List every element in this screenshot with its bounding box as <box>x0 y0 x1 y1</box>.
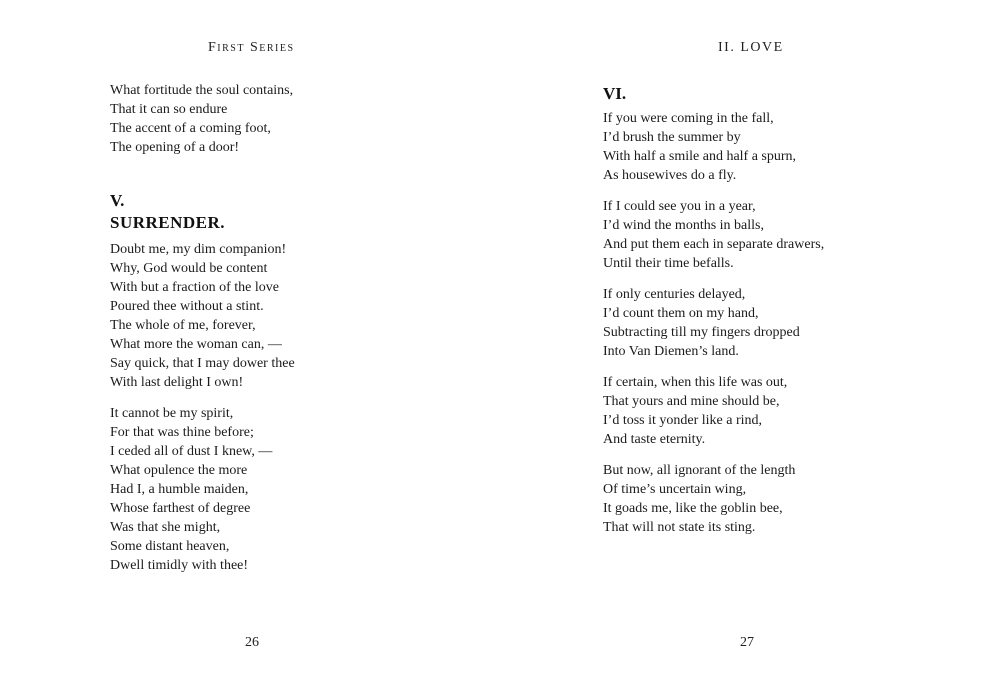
stanza <box>603 109 963 185</box>
poem-surrender <box>110 190 470 575</box>
stanza <box>110 81 470 157</box>
poem-line: The accent of a coming foot, <box>110 121 271 136</box>
page-number-left: 26 <box>245 635 259 650</box>
poem-line: That yours and mine should be, <box>603 394 780 409</box>
running-head-left: First Series <box>208 40 295 55</box>
poem-line: With half a smile and half a spurn, <box>603 149 797 164</box>
poem-line: Until their time befalls. <box>603 256 734 271</box>
poem-line: For that was thine before; <box>110 425 254 440</box>
poem-line: And taste eternity. <box>603 432 706 447</box>
poem-line: Say quick, that I may dower thee <box>110 356 295 371</box>
stanza <box>110 404 470 575</box>
poem-line: Why, God would be content <box>110 261 268 276</box>
poem-line: It cannot be my spirit, <box>110 406 234 421</box>
poem-line: It goads me, like the goblin bee, <box>603 501 783 516</box>
poem-number: V. <box>110 191 125 210</box>
stanza <box>603 285 963 361</box>
poem-line: What fortitude the soul contains, <box>110 83 294 98</box>
poem-line: Some distant heaven, <box>110 539 230 554</box>
poem-line: Was that she might, <box>110 520 221 535</box>
poem-line: Subtracting till my fingers dropped <box>603 325 800 340</box>
poem-line: If I could see you in a year, <box>603 199 756 214</box>
right-page <box>500 0 1000 690</box>
poem-line: What opulence the more <box>110 463 248 478</box>
poem-line: That it can so endure <box>110 102 228 117</box>
poem-line: With but a fraction of the love <box>110 280 279 295</box>
poem-line: I’d count them on my hand, <box>603 306 759 321</box>
continued-poem <box>110 81 470 157</box>
page-number-right: 27 <box>740 635 754 650</box>
poem-line: And put them each in separate drawers, <box>603 237 825 252</box>
poem-vi <box>603 83 963 537</box>
poem-line: If certain, when this life was out, <box>603 375 788 390</box>
running-head-right: II. LOVE <box>718 40 784 55</box>
poem-line: I ceded all of dust I knew, — <box>110 444 273 459</box>
stanza <box>603 197 963 273</box>
poem-line: But now, all ignorant of the length <box>603 463 796 478</box>
poem-line: The opening of a door! <box>110 140 240 155</box>
poem-line: What more the woman can, — <box>110 337 282 352</box>
poem-line: The whole of me, forever, <box>110 318 256 333</box>
poem-line: Poured thee without a stint. <box>110 299 264 314</box>
poem-line: I’d toss it yonder like a rind, <box>603 413 763 428</box>
poem-number: VI. <box>603 84 627 103</box>
poem-line: Of time’s uncertain wing, <box>603 482 747 497</box>
poem-line: With last delight I own! <box>110 375 244 390</box>
poem-title: SURRENDER. <box>110 213 226 232</box>
poem-line: Into Van Diemen’s land. <box>603 344 739 359</box>
poem-line: I’d wind the months in balls, <box>603 218 764 233</box>
poem-line: If you were coming in the fall, <box>603 111 774 126</box>
poem-line: Whose farthest of degree <box>110 501 251 516</box>
stanza <box>603 373 963 449</box>
poem-line: Had I, a humble maiden, <box>110 482 249 497</box>
poem-line: Dwell timidly with thee! <box>110 558 249 573</box>
poem-line: I’d brush the summer by <box>603 130 741 145</box>
stanza <box>110 240 470 392</box>
poem-line: That will not state its sting. <box>603 520 756 535</box>
poem-line: As housewives do a fly. <box>603 168 737 183</box>
poem-line: If only centuries delayed, <box>603 287 746 302</box>
stanza <box>603 461 963 537</box>
poem-line: Doubt me, my dim companion! <box>110 242 287 257</box>
